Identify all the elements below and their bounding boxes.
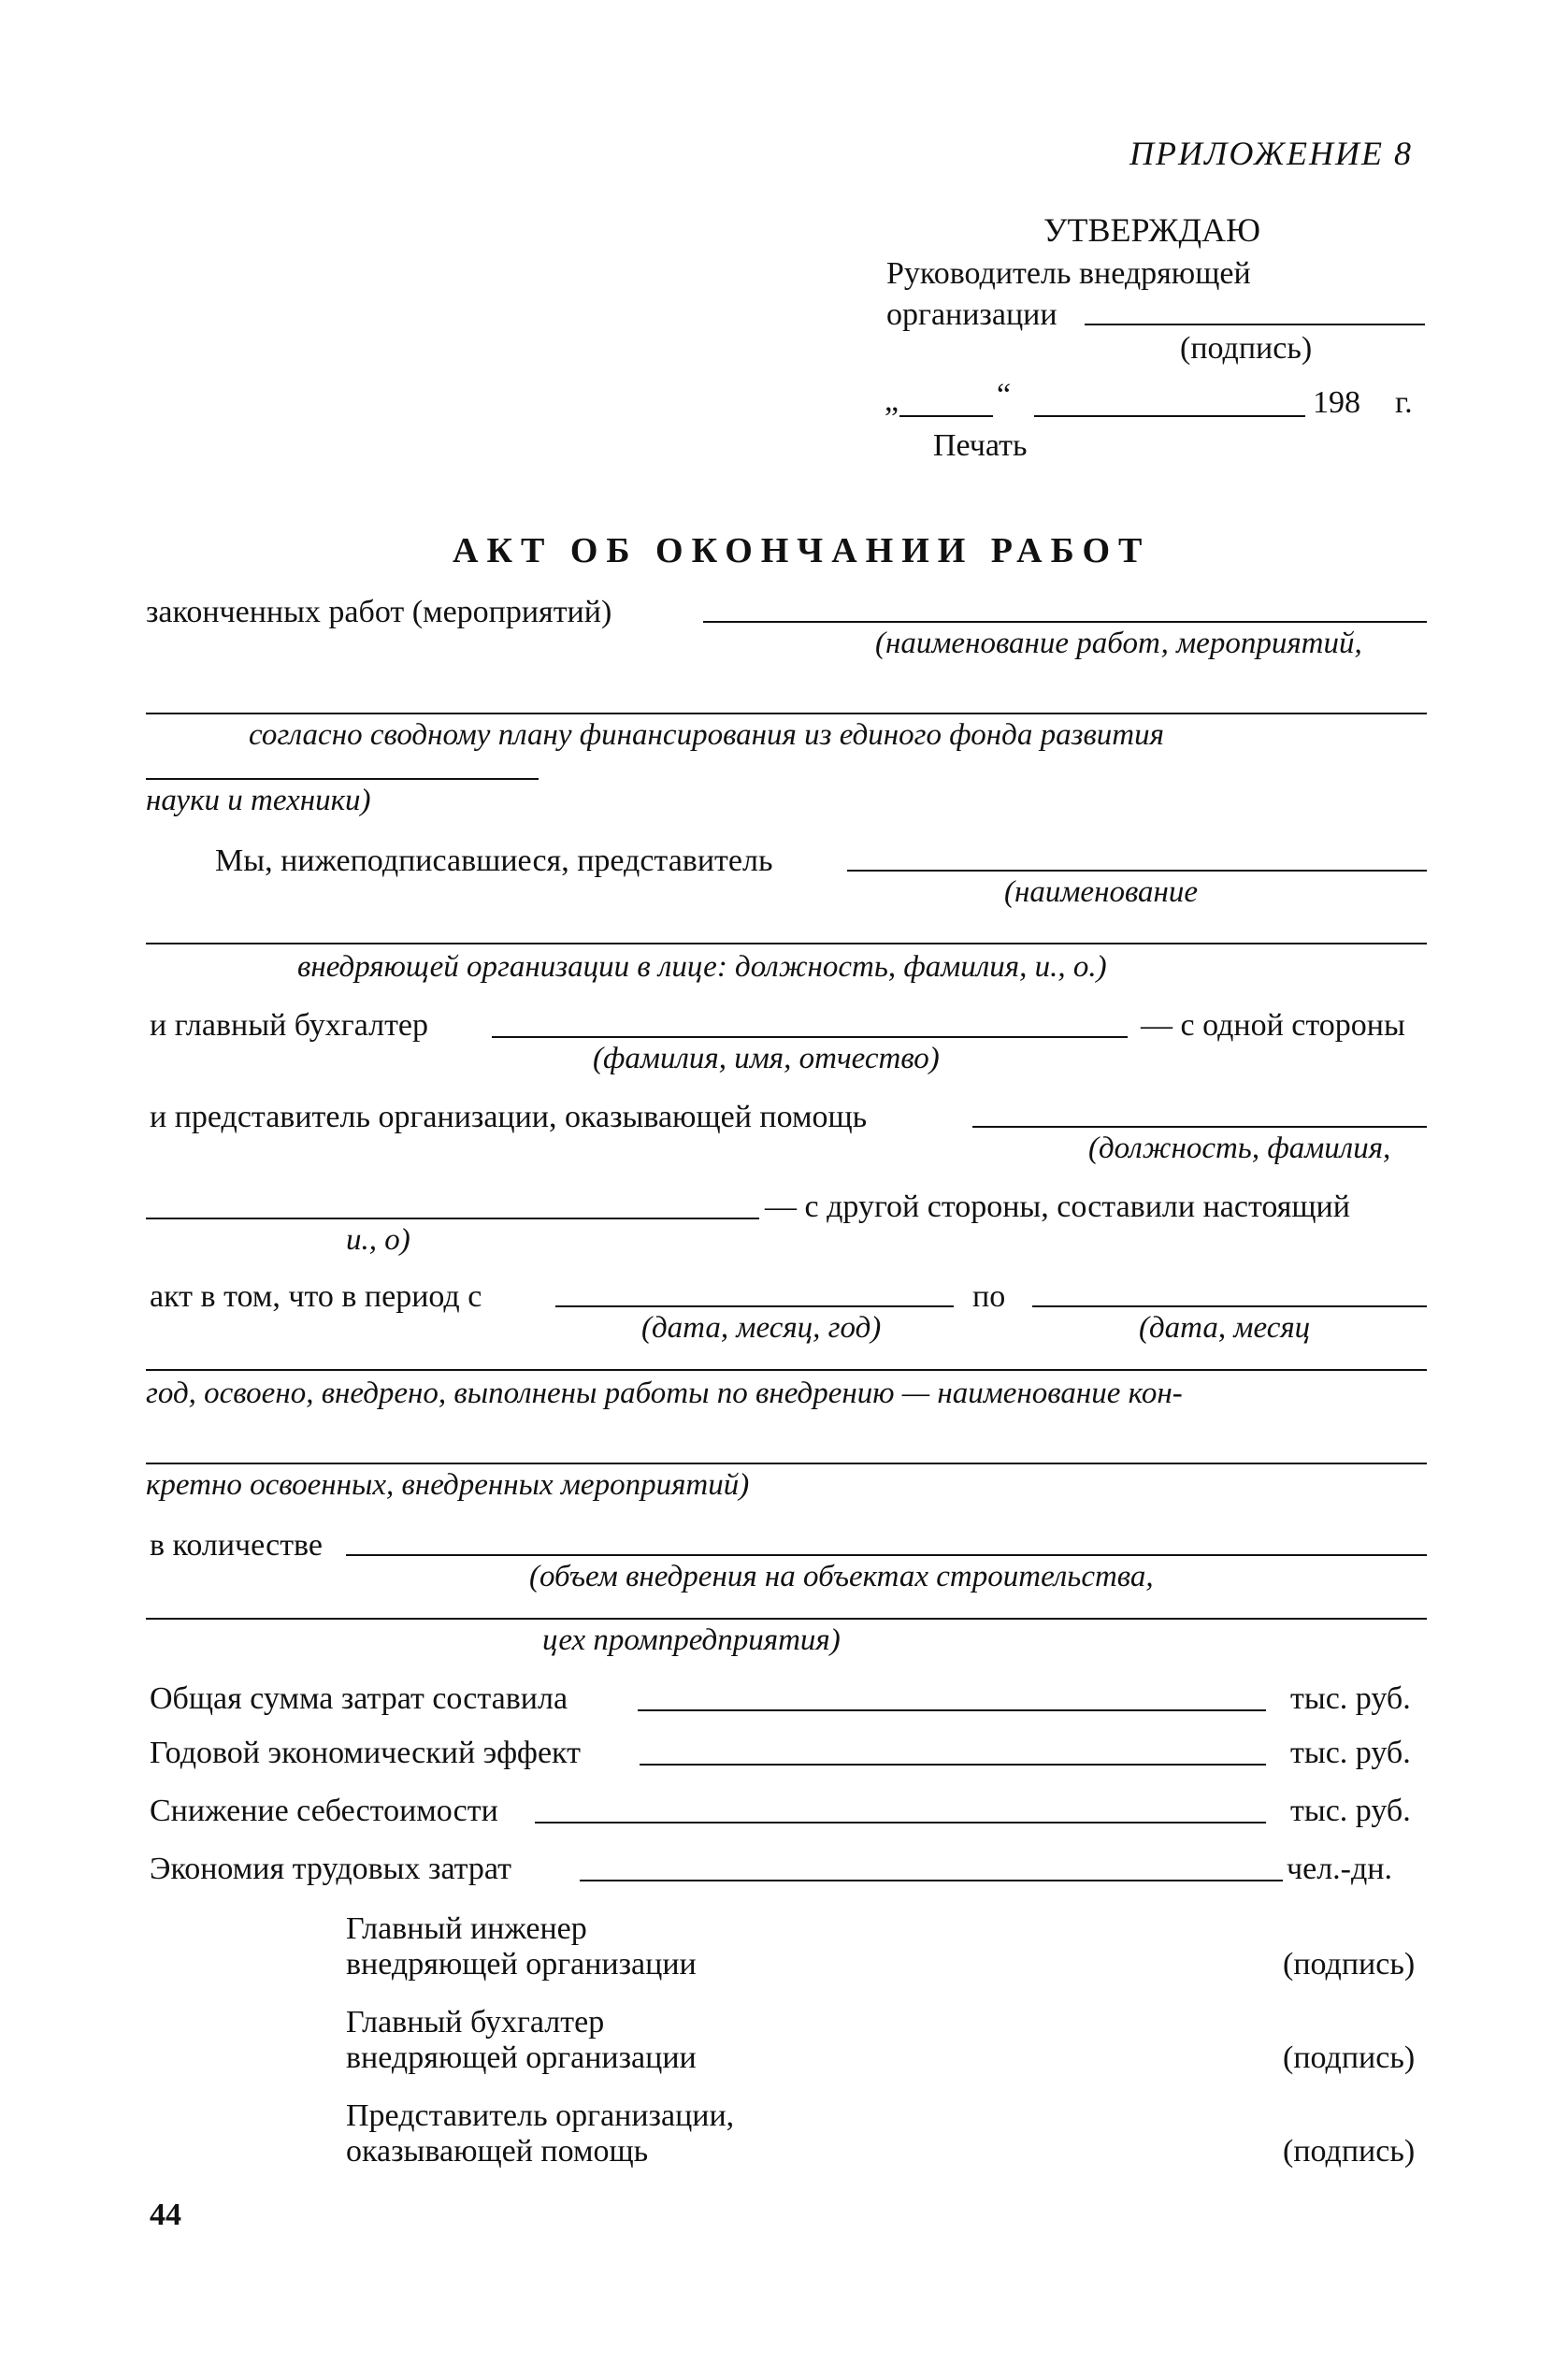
period-to-line[interactable] [1032,1305,1427,1307]
signature-role-line1: Главный инженер [346,1911,587,1946]
helper-hint1: (должность, фамилия, [1088,1132,1391,1165]
we-hint1: (наименование [1004,875,1199,909]
period-from-line[interactable] [555,1305,954,1307]
cost-unit: тыс. руб. [1290,1736,1411,1770]
head-signature-hint: (подпись) [1180,331,1313,366]
signature-hint: (подпись) [1283,2040,1416,2075]
cost-unit: чел.-дн. [1287,1852,1392,1886]
signature-hint: (подпись) [1283,2134,1416,2169]
works-field-line2[interactable] [146,713,1427,714]
works-hint1: (наименование работ, мероприятий, [875,627,1362,660]
period-label: акт в том, что в период с [150,1279,482,1314]
accountant-field-line[interactable] [492,1036,1128,1038]
cost-field-line[interactable] [638,1709,1266,1711]
date-quote-open: „ [885,383,899,418]
amount-field-line[interactable] [346,1554,1427,1556]
signature-role-line2: внедряющей организации [346,1947,697,1982]
date-month-line[interactable] [1034,415,1305,417]
we-label: Мы, нижеподписавшиеся, представитель [215,843,773,878]
result-hint2: кретно освоенных, внедренных мероприятий) [146,1468,750,1502]
amount-field-line2[interactable] [146,1618,1427,1620]
amount-label: в количестве [150,1528,323,1563]
amount-hint2: цех промпредприятия) [542,1623,841,1657]
cost-unit: тыс. руб. [1290,1681,1411,1716]
accountant-hint: (фамилия, имя, отчество) [593,1042,940,1075]
signature-role-line1: Представитель организации, [346,2098,735,2133]
accountant-label: и главный бухгалтер [150,1008,429,1043]
other-side-label: — с другой стороны, составили настоящий [765,1189,1350,1224]
seal-label: Печать [933,428,1028,463]
cost-field-line[interactable] [580,1880,1283,1881]
appendix-label: ПРИЛОЖЕНИЕ 8 [1129,135,1413,172]
result-field-line2[interactable] [146,1463,1427,1464]
cost-label: Экономия трудовых затрат [150,1852,511,1886]
helper-field-line[interactable] [972,1126,1427,1128]
result-field-line[interactable] [146,1369,1427,1371]
date-hint2: (дата, месяц [1139,1311,1311,1345]
approve-label: УТВЕРЖДАЮ [1043,211,1261,249]
document-title: АКТ ОБ ОКОНЧАНИИ РАБОТ [453,531,1151,570]
works-field-line3[interactable] [146,778,539,780]
helper-field-line2[interactable] [146,1218,759,1219]
works-hint2: согласно сводному плану финансирования из единого фонда развития [249,718,1164,752]
cost-field-line[interactable] [640,1764,1266,1766]
signature-role-line1: Главный бухгалтер [346,2005,605,2040]
head-line2: организации [886,297,1057,332]
head-signature-line[interactable] [1085,324,1425,325]
date-hint1: (дата, месяц, год) [641,1311,882,1345]
date-quote-close: “ [997,378,1012,412]
cost-label: Годовой экономический эффект [150,1736,581,1770]
head-line1: Руководитель внедряющей [886,256,1251,291]
date-day-line[interactable] [899,415,993,417]
we-field-line[interactable] [847,870,1427,872]
works-field-line[interactable] [703,621,1427,623]
signature-role-line2: оказывающей помощь [346,2134,649,2169]
year-prefix: 198 [1313,385,1360,420]
helper-label: и представитель организации, оказывающей помощь [150,1100,868,1134]
works-label: законченных работ (мероприятий) [146,595,612,629]
one-side-label: — с одной стороны [1141,1008,1405,1043]
period-to-label: по [972,1279,1006,1314]
cost-unit: тыс. руб. [1290,1794,1411,1828]
amount-hint1: (объем внедрения на объектах строительства, [529,1560,1154,1593]
cost-label: Общая сумма затрат составила [150,1681,568,1716]
we-field-line2[interactable] [146,943,1427,944]
page-number: 44 [150,2198,181,2232]
cost-field-line[interactable] [535,1822,1266,1823]
we-hint2: внедряющей организации в лице: должность, фамилия, и., о.) [297,950,1107,984]
signature-hint: (подпись) [1283,1947,1416,1982]
year-suffix: г. [1395,385,1413,420]
signature-role-line2: внедряющей организации [346,2040,697,2075]
helper-hint2: и., о) [346,1223,410,1257]
cost-label: Снижение себестоимости [150,1794,498,1828]
works-hint3: науки и техники) [146,784,371,817]
result-hint1: год, освоено, внедрено, выполнены работы по внедрению — наименование кон- [146,1377,1183,1410]
